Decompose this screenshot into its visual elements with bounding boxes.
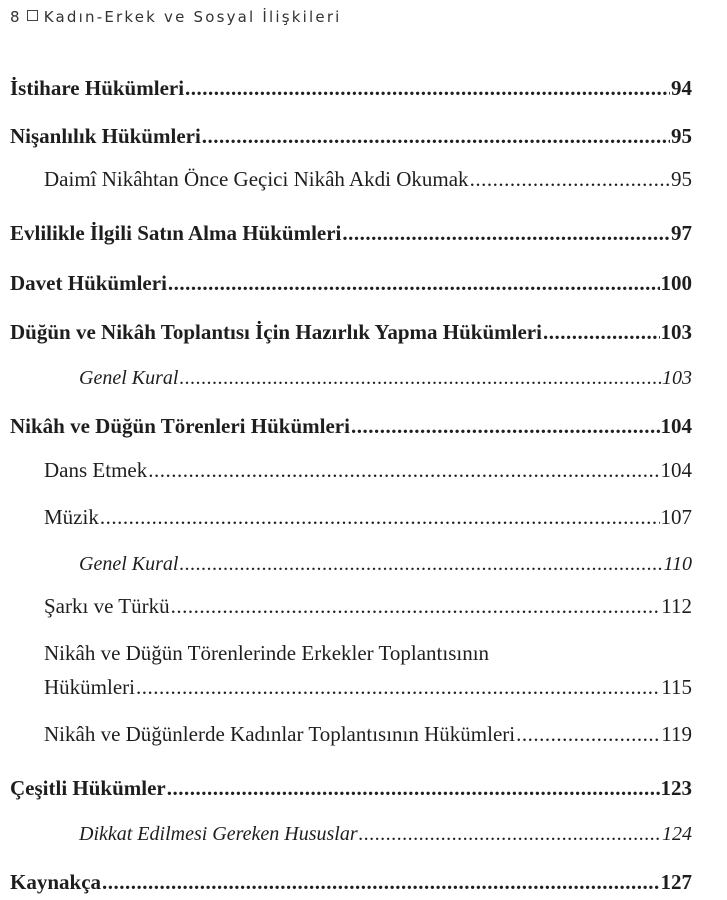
toc-entry-page: 103: [662, 367, 692, 389]
dot-leader: [516, 722, 660, 747]
toc-entry: [0, 271, 727, 301]
toc-entry: [0, 458, 727, 488]
dot-leader: [167, 776, 660, 801]
header-title: Kadın-Erkek ve Sosyal İlişkileri: [43, 8, 342, 26]
dot-leader: [359, 823, 661, 846]
dot-leader: [179, 367, 661, 390]
toc-entry-title: Hükümleri: [44, 675, 135, 699]
dot-leader: [148, 458, 659, 483]
toc-entry: [0, 675, 727, 705]
toc-entry: [0, 367, 727, 397]
dot-leader: [202, 124, 670, 149]
toc-entry-page: 97: [671, 221, 692, 245]
dot-leader: [185, 76, 670, 101]
toc-entry: [0, 124, 727, 154]
toc-entry-page: 103: [660, 320, 692, 344]
square-ornament-icon: [27, 10, 38, 21]
toc-entry-page: 115: [661, 675, 692, 699]
toc-entry-title: Düğün ve Nikâh Toplantısı İçin Hazırlık Yapma Hükümleri: [10, 320, 542, 344]
toc-entry: [0, 594, 727, 624]
dot-leader: [351, 414, 660, 439]
dot-leader: [179, 553, 662, 576]
dot-leader: [102, 870, 659, 895]
toc-entry-page: 127: [660, 870, 692, 894]
toc-entry-title: Genel Kural: [79, 367, 179, 389]
toc-entry-title: Davet Hükümleri: [10, 271, 167, 295]
toc-entry-page: 104: [660, 414, 692, 438]
toc-entry-page: 110: [663, 553, 692, 575]
toc-entry-title: Genel Kural: [79, 553, 179, 575]
toc-entry-page: 95: [671, 167, 692, 191]
toc-entry: [0, 76, 727, 106]
dot-leader: [470, 167, 670, 192]
toc-entry-title: İstihare Hükümleri: [10, 76, 185, 100]
toc-entry-title: Nişanlılık Hükümleri: [10, 124, 201, 148]
toc-entry-page: 112: [661, 594, 692, 618]
toc-entry: [0, 505, 727, 535]
toc-entry-title: Müzik: [44, 505, 99, 529]
toc-entry-title: Dans Etmek: [44, 458, 148, 482]
toc-entry-title: Nikâh ve Düğünlerde Kadınlar Toplantısının Hükümleri: [44, 722, 516, 746]
toc-entry-title: Dikkat Edilmesi Gereken Hususlar: [79, 823, 358, 845]
toc-entry: [0, 414, 727, 444]
toc-entry: [0, 722, 727, 752]
dot-leader: [342, 221, 670, 246]
toc-entry: [0, 870, 727, 900]
toc-entry-title: Çeşitli Hükümler: [10, 776, 166, 800]
toc-entry-title: Kaynakça: [10, 870, 102, 894]
toc-entry-page: 104: [660, 458, 692, 482]
toc-entry-title: Nikâh ve Düğün Törenleri Hükümleri: [10, 414, 350, 438]
toc-entry-page: 124: [662, 823, 692, 845]
toc-entry: [0, 221, 727, 251]
toc-entry-title: Daimî Nikâhtan Önce Geçici Nikâh Akdi Okumak: [44, 167, 469, 191]
header-page-number: 8: [10, 8, 22, 26]
toc-entry-page: 107: [660, 505, 692, 529]
toc-entry: [0, 776, 727, 806]
toc-entry-page: 95: [671, 124, 692, 148]
toc-entry: [0, 823, 727, 853]
toc-entry-title: Şarkı ve Türkü: [44, 594, 170, 618]
dot-leader: [100, 505, 660, 530]
dot-leader: [171, 594, 661, 619]
toc-entry-page: 94: [671, 76, 692, 100]
toc-entry: [0, 553, 727, 583]
toc-entry: [0, 320, 727, 350]
toc-entry-page: 123: [660, 776, 692, 800]
dot-leader: [543, 320, 660, 345]
dot-leader: [136, 675, 660, 700]
toc-entry-title-line1: Nikâh ve Düğün Törenlerinde Erkekler Toplantısının: [44, 641, 490, 665]
dot-leader: [168, 271, 660, 296]
toc-entry: [0, 167, 727, 197]
toc-entry-page: 119: [661, 722, 692, 746]
running-header: [10, 8, 342, 26]
toc-entry-page: 100: [660, 271, 692, 295]
toc-entry-title: Evlilikle İlgili Satın Alma Hükümleri: [10, 221, 342, 245]
